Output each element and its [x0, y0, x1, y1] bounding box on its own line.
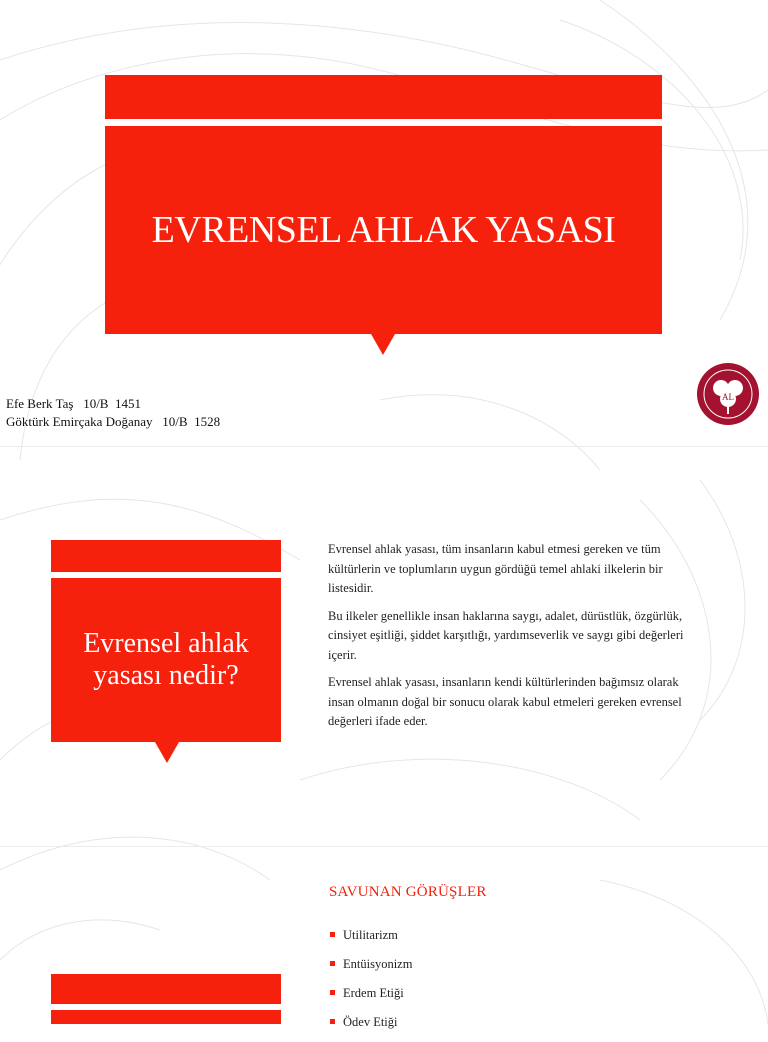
- list-item: [330, 1013, 412, 1042]
- supporting-views-list: [330, 926, 412, 1042]
- list-item-label: Entüisyonizm: [343, 957, 413, 971]
- slide-divider: [0, 846, 768, 847]
- title-top-bar: [105, 75, 662, 119]
- supporting-views-heading: SAVUNAN GÖRÜŞLER: [329, 884, 487, 900]
- body-paragraph: Bu ilkeler genellikle insan haklarına saygı, adalet, dürüstlük, özgürlük, cinsiyet eşitliği, şiddet karşıtlığı, yardımseverlik ve saygı gibi değerleri içerir.: [328, 608, 684, 662]
- list-item-label: Ödev Etiği: [343, 1015, 398, 1029]
- section-top-bar: [51, 974, 281, 1004]
- list-item: [330, 984, 412, 1013]
- section-title-box: [51, 1010, 281, 1024]
- list-item-label: Utilitarizm: [343, 928, 398, 942]
- logo-monogram: AL: [722, 392, 734, 402]
- bullet-icon: [330, 1019, 335, 1024]
- section-title-box: [51, 578, 281, 742]
- school-logo: [696, 362, 760, 426]
- body-paragraph: Evrensel ahlak yasası, insanların kendi kültürlerinden bağımsız olarak insan olmanın doğal bir sonucu olarak kabul etmeleri gereken evrensel değerleri ifade eder.: [328, 675, 682, 728]
- list-item: [330, 955, 412, 984]
- section-callout-pointer: [155, 742, 179, 763]
- list-item: [330, 926, 412, 955]
- section-body: [328, 540, 698, 740]
- slide-title: EVRENSEL AHLAK YASASI: [151, 209, 616, 251]
- bullet-icon: [330, 932, 335, 937]
- body-paragraph: Evrensel ahlak yasası, tüm insanların kabul etmesi gereken ve tüm kültürlerin ve toplumların uygun gördüğü temel ahlaki ilkelerin bir listesidir.: [328, 542, 663, 595]
- authors-block: [6, 395, 220, 431]
- author-line: Efe Berk Taş 10/B 1451: [6, 396, 141, 411]
- slide-divider: [0, 446, 768, 447]
- title-callout-pointer: [371, 334, 395, 355]
- section-top-bar: [51, 540, 281, 572]
- list-item-label: Erdem Etiği: [343, 986, 404, 1000]
- section-title: Evrensel ahlak yasası nedir?: [83, 628, 249, 691]
- title-box: [105, 126, 662, 334]
- author-line: Göktürk Emirçaka Doğanay 10/B 1528: [6, 414, 221, 429]
- bullet-icon: [330, 990, 335, 995]
- bullet-icon: [330, 961, 335, 966]
